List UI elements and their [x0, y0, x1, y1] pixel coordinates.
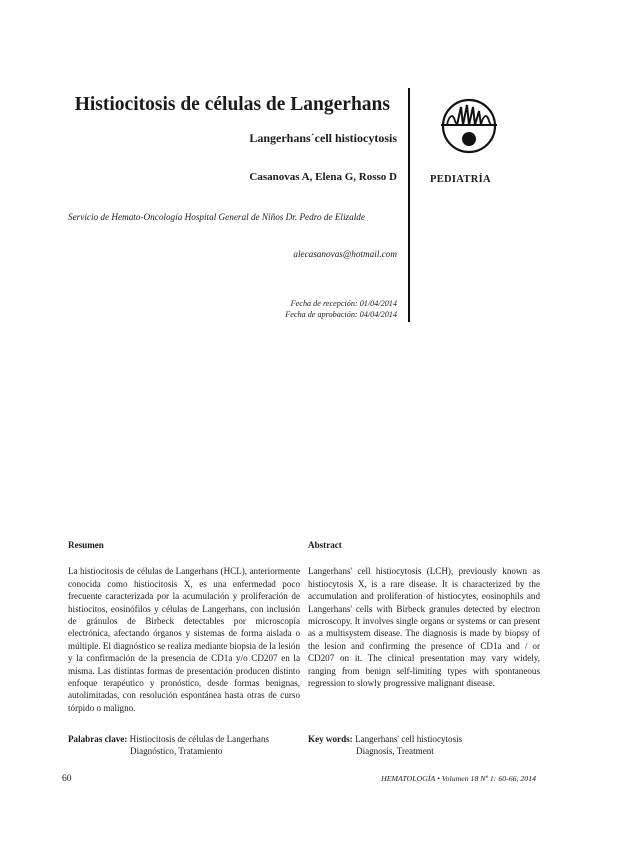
palabras-clave — [68, 733, 269, 757]
section-label: PEDIATRÍA — [430, 174, 491, 185]
resumen-heading: Resumen — [68, 540, 104, 550]
abstract-heading: Abstract — [308, 540, 342, 550]
journal-citation: HEMATOLOGÍA • Volumen 18 Nº 1: 60-66, 2014 — [381, 774, 536, 783]
abstract-section — [308, 539, 540, 689]
authors: Casanovas A, Elena G, Rosso D — [249, 171, 397, 183]
key-words-label: Key words: — [308, 734, 353, 744]
palabras-clave-line1: Histiocitosis de células de Langerhans — [129, 734, 270, 744]
palabras-clave-line2: Diagnóstico, Tratamiento — [130, 746, 223, 756]
article-title: Histiocitosis de células de Langerhans — [74, 94, 390, 115]
abstract-body: Langerhans' cell histiocytosis (LCH), previously known as histiocytosis X, is a rare disease. It is characterized by the accumulation and proliferation of histiocytes, eosinophils and Langerhans' cells with Birbeck granules detected by electron microscopy. It involves single organs or systems or can present as a multisystem disease. The diagnosis is made by biopsy of the lesion and confirming the presence of CD1a and / or CD207 on it. The clinical presentation may vary widely, ranging from benign self-limiting types with spontaneous regression to slowly progressive malignant disease. — [308, 566, 540, 689]
palabras-clave-label: Palabras clave: — [68, 734, 128, 744]
society-logo-icon — [437, 95, 501, 155]
resumen-body: La histiocitosis de células de Langerhans (HCL), anteriormente conocida como histiocitosis X, es una enfermedad poco frecuente caracterizada por la acumulación y proliferación de histiocitos, eosinófilos y células de Langerhans, con inclusión de gránulos de Birbeck detectables por microscopía electrónica, afectando órganos y sistemas de forma aislada o múltiple. El diagnóstico se realiza mediante biopsia de la lesión y la confirmación de la presencia de CD1a y/o CD207 en la misma. Las distintas formas de presentación producen distinto enfoque terapéutico y pronóstico, desde formas benignas, autolimitadas, con resolución espontánea hasta otras de curso tórpido o maligno. — [68, 566, 300, 713]
resumen-section — [68, 539, 300, 714]
key-words-line1: Langerhans' cell histiocytosis — [355, 734, 463, 744]
page-number: 60 — [62, 774, 72, 784]
article-subtitle: Langerhans´cell histiocytosis — [249, 131, 397, 145]
received-date: Fecha de recepción: 01/04/2014 — [290, 299, 397, 308]
affiliation: Servicio de Hemato-Oncología Hospital General de Niños Dr. Pedro de Elizalde — [68, 212, 365, 222]
dates-block — [285, 298, 397, 320]
approved-date: Fecha de aprobación: 04/04/2014 — [285, 310, 397, 319]
key-words — [308, 733, 462, 757]
author-email: alecasanovas@hotmail.com — [293, 249, 397, 259]
key-words-line2: Diagnosis, Treatment — [356, 746, 434, 756]
header-divider — [408, 88, 410, 322]
